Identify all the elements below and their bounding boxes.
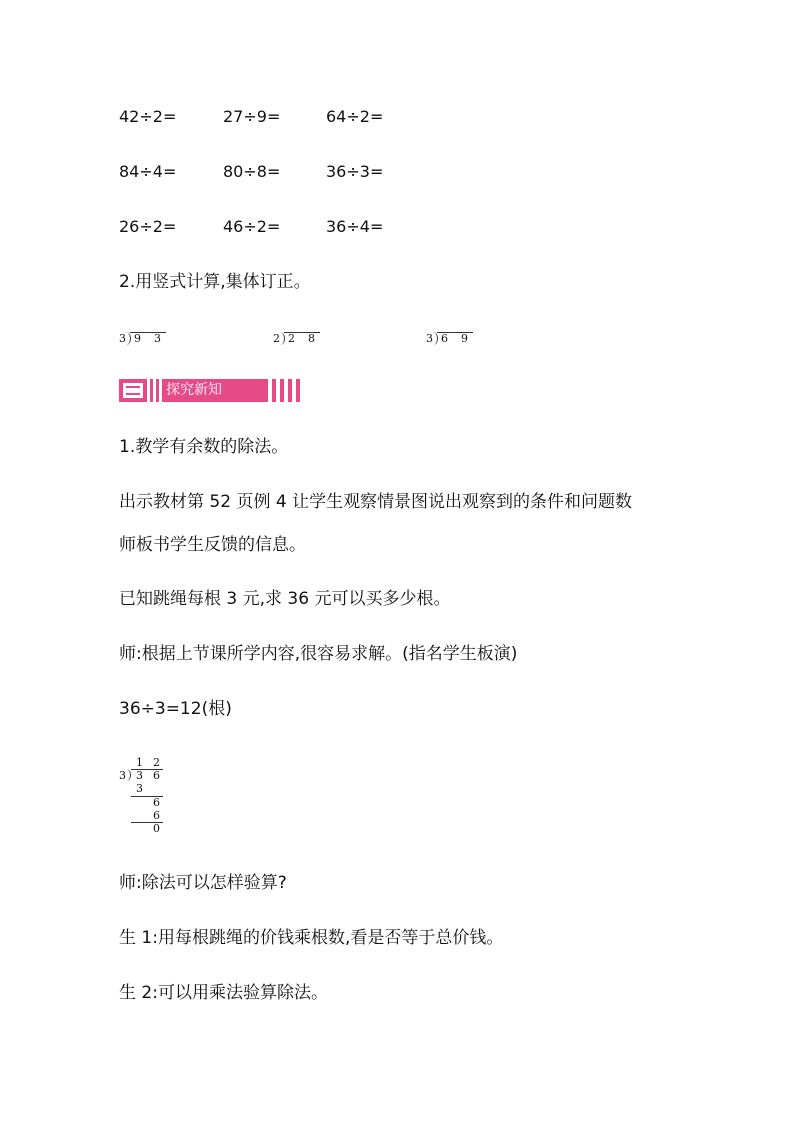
calc-item: 42÷2= — [119, 107, 177, 126]
paragraph: 1.教学有余数的除法。 — [119, 437, 289, 457]
banner-stripe — [288, 379, 292, 402]
paragraph: 生 2:可以用乘法验算除法。 — [119, 983, 328, 1003]
calc-item: 26÷2= — [119, 217, 177, 236]
division-bracket — [125, 769, 131, 781]
banner-stripe — [156, 379, 159, 402]
division-bracket — [279, 332, 285, 345]
banner-stripe — [296, 379, 300, 402]
paragraph: 师:根据上节课所学内容,很容易求解。(指名学生板演) — [119, 644, 518, 664]
division-bracket — [125, 332, 131, 345]
divisor: 2 — [273, 332, 280, 345]
calc-item: 64÷2= — [326, 107, 384, 126]
paragraph: 师:除法可以怎样验算? — [119, 873, 287, 893]
long-division — [119, 331, 179, 347]
step-value: 6 — [153, 809, 160, 822]
calc-item: 27÷9= — [223, 107, 281, 126]
quotient-digit: 2 — [153, 756, 160, 769]
worked-division — [119, 755, 179, 835]
section-heading: 2.用竖式计算,集体订正。 — [119, 272, 311, 292]
long-division — [273, 331, 333, 347]
calc-item: 36÷3= — [326, 162, 384, 181]
banner-stripe — [280, 379, 284, 402]
dividend-digit: 2 — [288, 332, 295, 345]
step-value: 3 — [136, 782, 143, 795]
paragraph: 已知跳绳每根 3 元,求 36 元可以买多少根。 — [119, 589, 451, 609]
step-value: 6 — [153, 796, 160, 809]
section-banner — [119, 379, 301, 402]
dividend-digit: 8 — [308, 332, 315, 345]
quotient-digit: 1 — [136, 756, 143, 769]
division-bracket — [432, 332, 438, 345]
calc-item: 46÷2= — [223, 217, 281, 236]
banner-stripe — [272, 379, 276, 402]
banner-stripe — [150, 379, 153, 402]
paragraph: 出示教材第 52 页例 4 让学生观察情景图说出观察到的条件和问题数 — [119, 492, 633, 512]
divisor: 3 — [119, 769, 126, 782]
banner-title: 探究新知 — [166, 382, 222, 398]
paragraph: 师板书学生反馈的信息。 — [119, 535, 306, 555]
dividend-digit: 6 — [153, 769, 160, 782]
banner-bar — [162, 379, 268, 402]
calc-item: 36÷4= — [326, 217, 384, 236]
paragraph: 36÷3=12(根) — [119, 699, 232, 719]
calc-item: 84÷4= — [119, 162, 177, 181]
calc-item: 80÷8= — [223, 162, 281, 181]
divisor: 3 — [426, 332, 433, 345]
paragraph: 生 1:用每根跳绳的价钱乘根数,看是否等于总价钱。 — [119, 928, 504, 948]
divisor: 3 — [119, 332, 126, 345]
dividend-digit: 6 — [441, 332, 448, 345]
dividend-digit: 3 — [154, 332, 161, 345]
dividend-digit: 9 — [134, 332, 141, 345]
dividend-digit: 9 — [461, 332, 468, 345]
section-number-icon — [119, 379, 147, 402]
long-division — [426, 331, 486, 347]
dividend-digit: 3 — [136, 769, 143, 782]
remainder: 0 — [153, 822, 160, 835]
